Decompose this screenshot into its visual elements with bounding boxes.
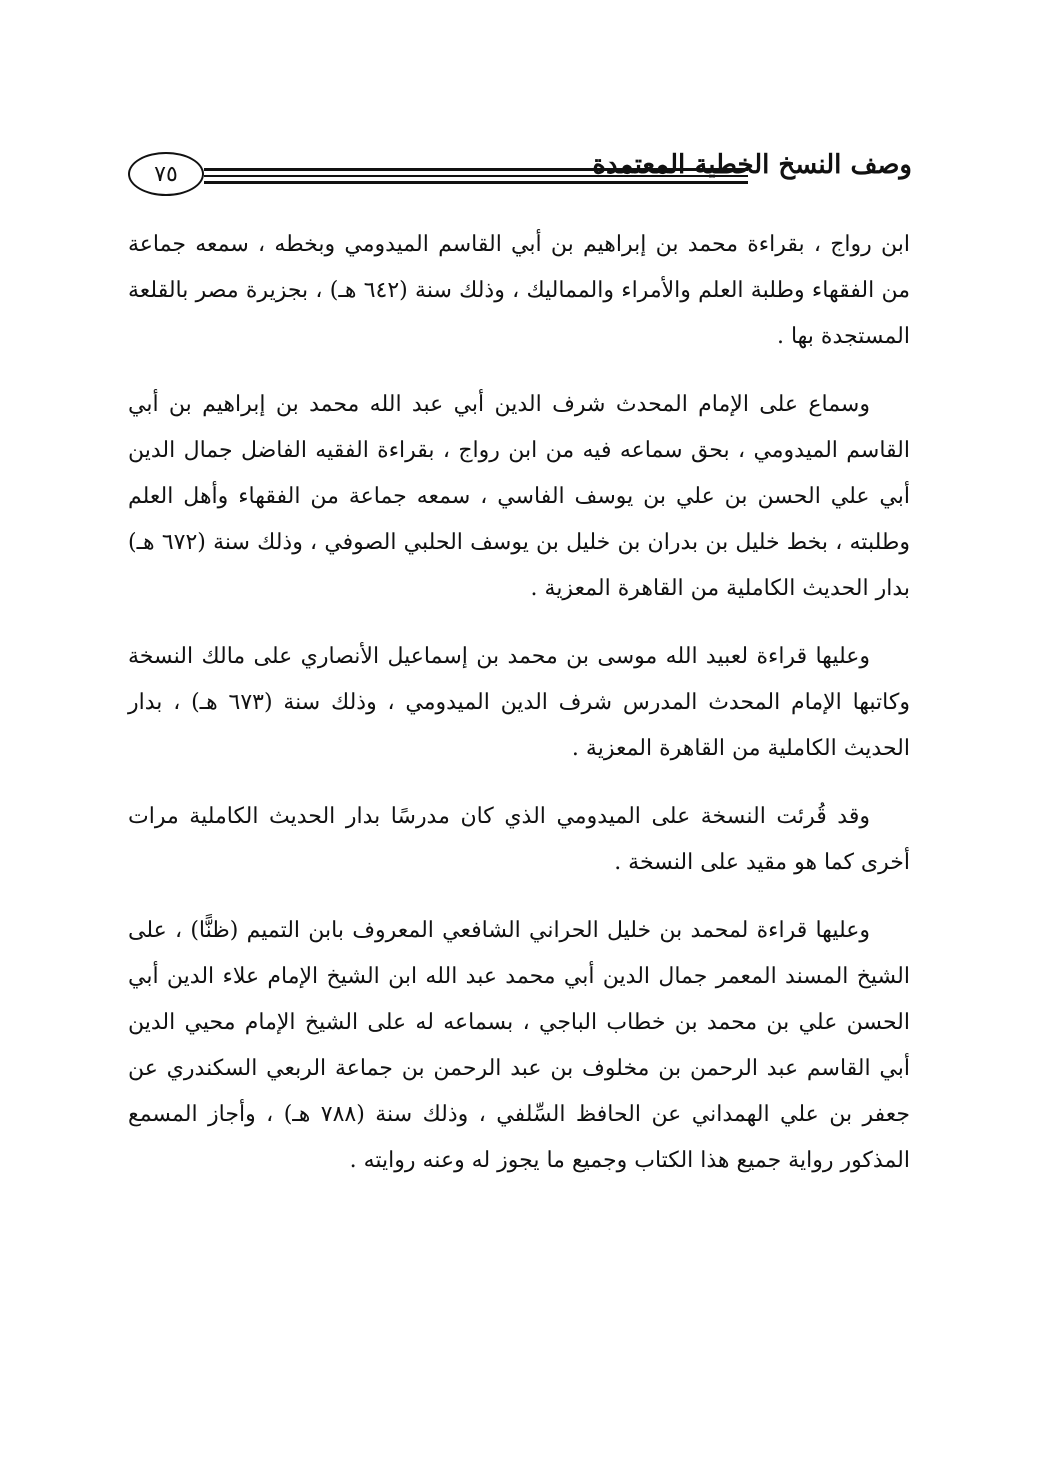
paragraph: ابن رواج ، بقراءة محمد بن إبراهيم بن أبي القاسم الميدومي وبخطه ، سمعه جماعة من الفقهاء وطلبة العلم والأمراء والمماليك ، وذلك سنة (٦٤٢ هـ) ، بجزيرة مصر بالقلعة المستجدة بها . bbox=[128, 232, 910, 349]
header-rule bbox=[204, 181, 748, 184]
paragraph: وعليها قراءة لعبيد الله موسى بن محمد بن إسماعيل الأنصاري على مالك النسخة وكاتبها الإمام المحدث المدرس شرف الدين الميدومي ، وذلك سنة (٦٧٣ هـ) ، بدار الحديث الكاملية من القاهرة المعزية . bbox=[128, 644, 910, 761]
paragraph: وقد قُرئت النسخة على الميدومي الذي كان مدرسًا بدار الحديث الكاملية مرات أخرى كما هو مقيد على النسخة . bbox=[128, 804, 910, 875]
page-header bbox=[128, 148, 912, 212]
running-title: وصف النسخ الخطية المعتمدة bbox=[592, 150, 912, 180]
page-number-badge bbox=[128, 152, 204, 196]
paragraph: وسماع على الإمام المحدث شرف الدين أبي عبد الله محمد بن إبراهيم بن أبي القاسم الميدومي ، بحق سماعه فيه من ابن رواج ، بقراءة الفقيه الفاضل جمال الدين أبي علي الحسن بن علي بن يوسف الفاسي ، سمعه جماعة من الفقهاء وأهل العلم وطلبته ، بخط خليل بن بدران بن خليل بن يوسف الحلبي الصوفي ، وذلك سنة (٦٧٢ هـ) بدار الحديث الكاملية من القاهرة المعزية . bbox=[128, 392, 910, 601]
page-body bbox=[128, 222, 910, 1206]
page-number: ٧٥ bbox=[154, 161, 178, 187]
paragraph: وعليها قراءة لمحمد بن خليل الحراني الشافعي المعروف بابن التميم (ظنًّا) ، على الشيخ المسند المعمر جمال الدين أبي محمد عبد الله ابن الشيخ الإمام علاء الدين أبي الحسن علي بن محمد بن خطاب الباجي ، بسماعه له على الشيخ الإمام محيي الدين أبي القاسم عبد الرحمن بن مخلوف بن عبد الرحمن بن جماعة الربعي السكندري عن جعفر بن علي الهمداني عن الحافظ السِّلفي ، وذلك سنة (٧٨٨ هـ) ، وأجاز المسمع المذكور رواية جميع هذا الكتاب وجميع ما يجوز له وعنه روايته . bbox=[128, 918, 910, 1173]
